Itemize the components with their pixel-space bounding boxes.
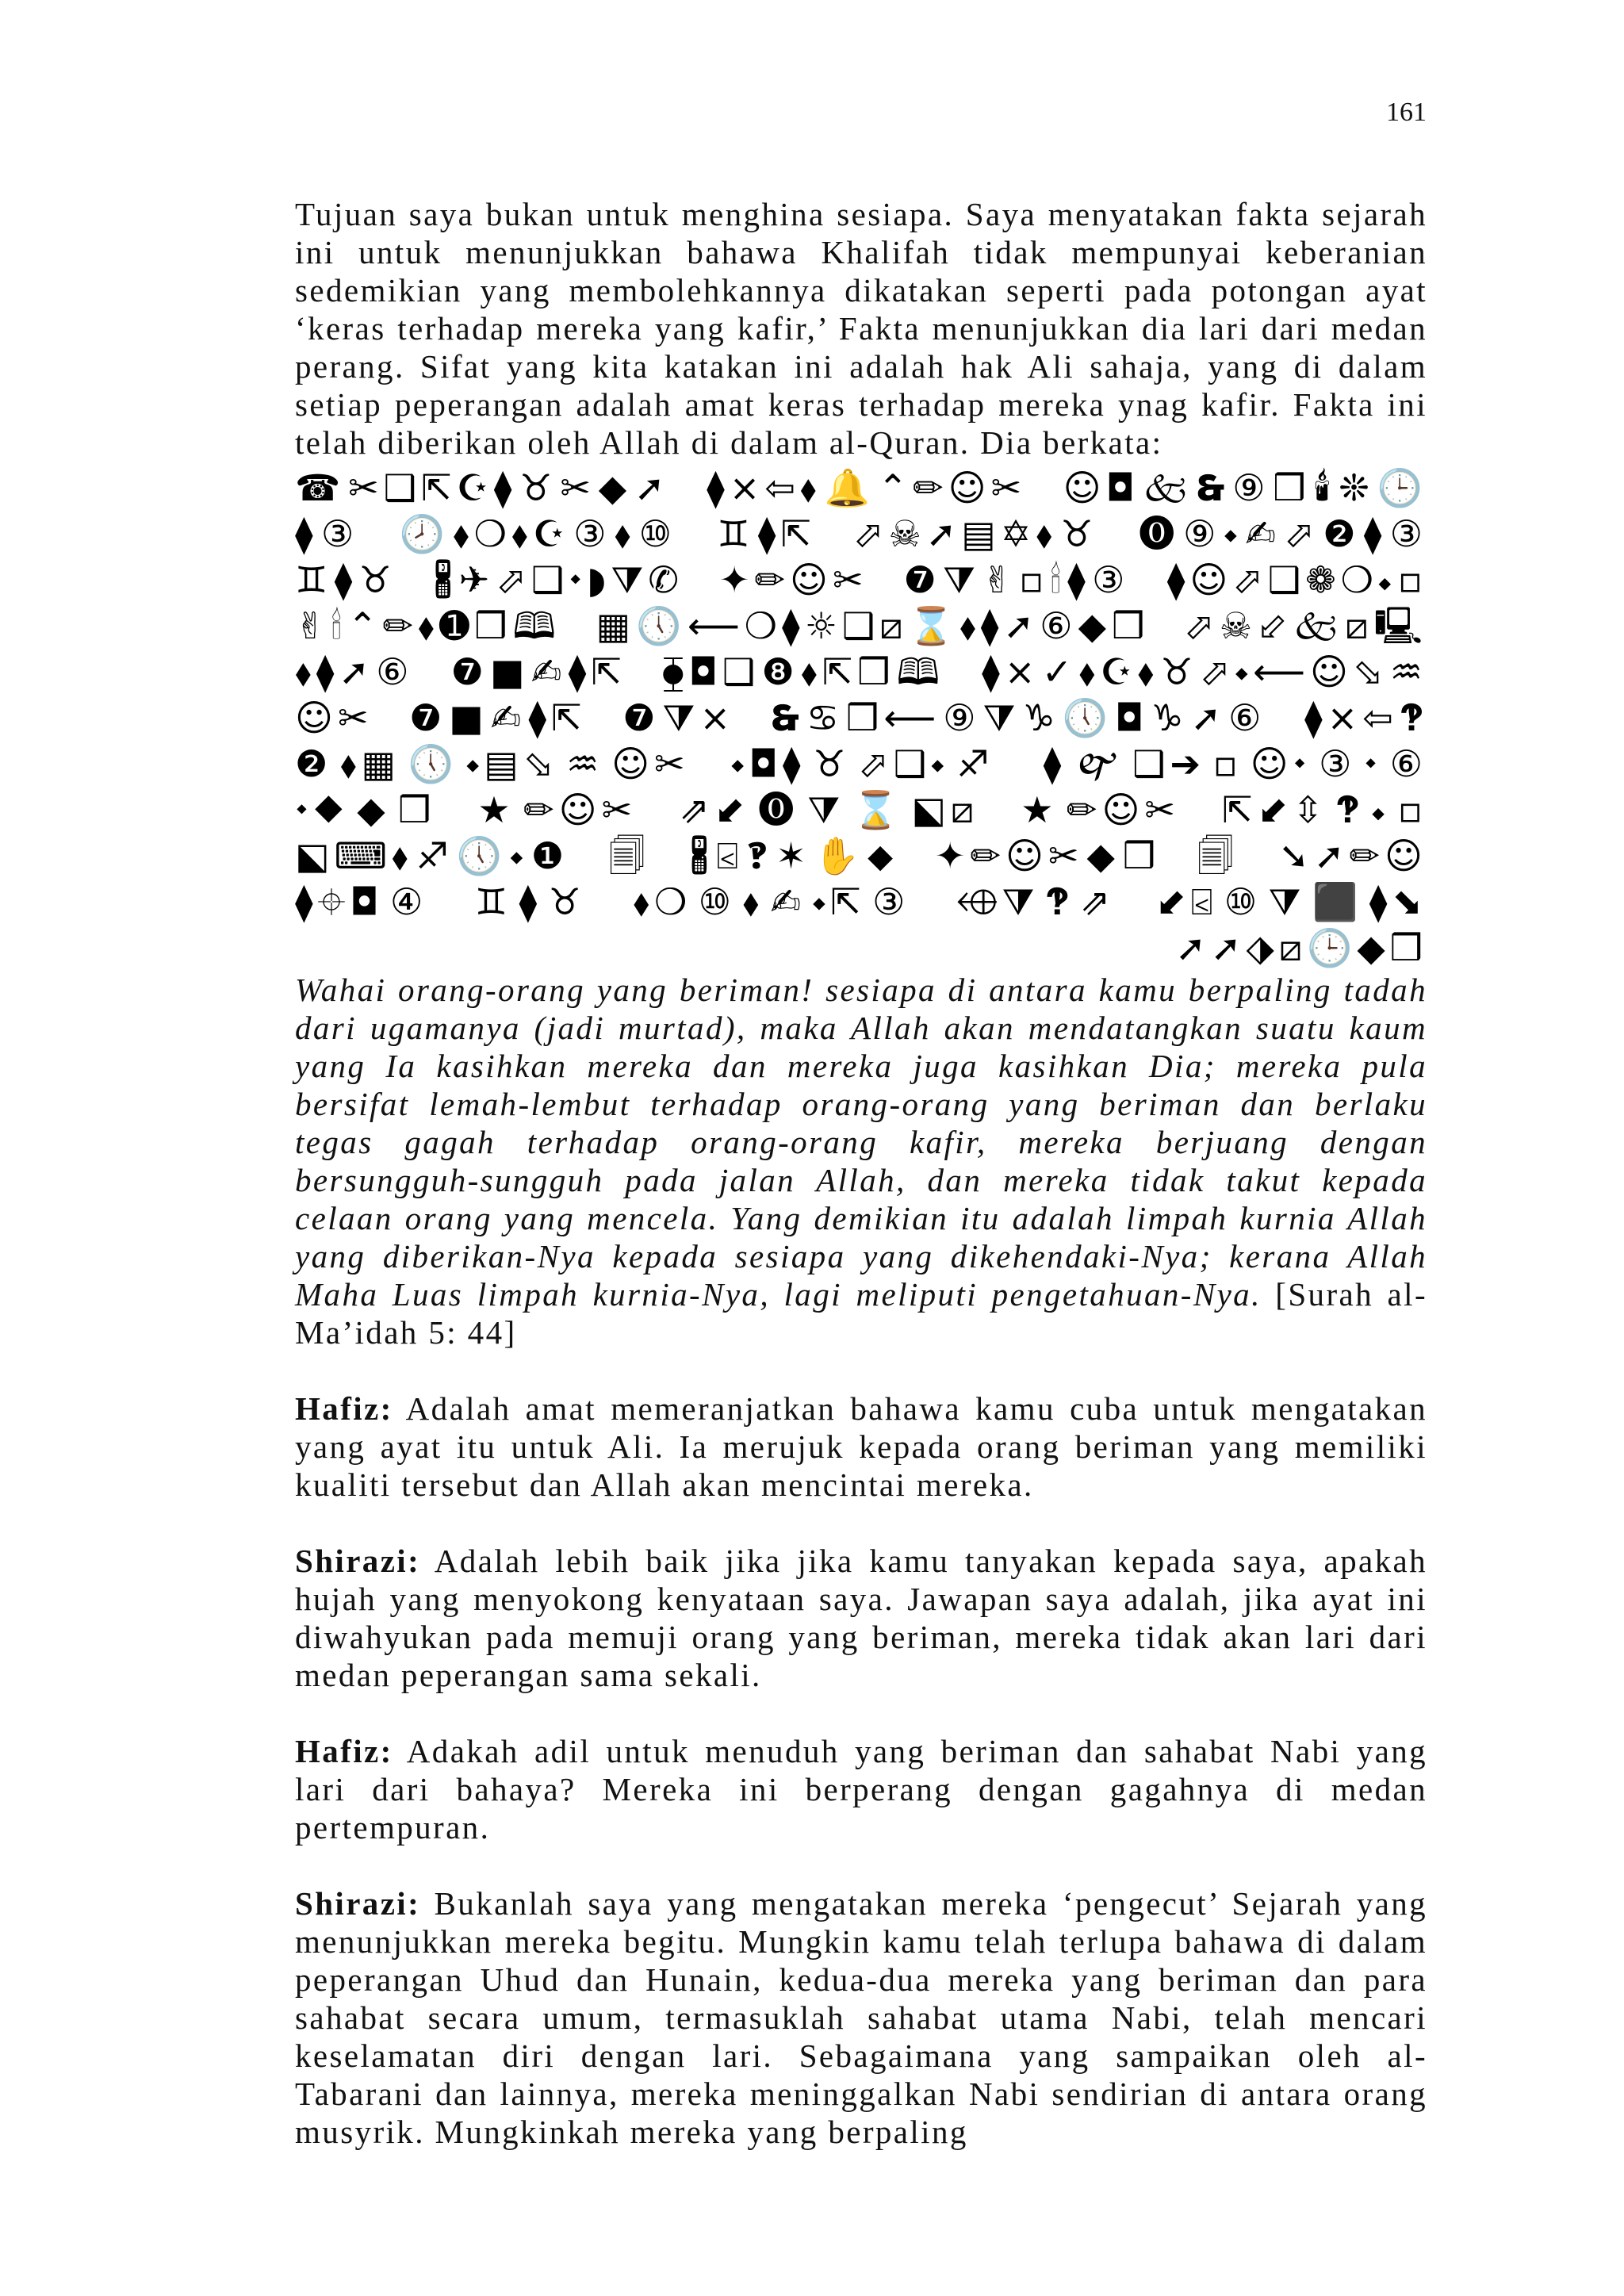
dialogue-paragraph-1 [295, 1389, 1427, 1504]
surah-reference: [Surah al-Ma’idah 5: 44] [295, 1276, 1427, 1351]
dialogue-text: Adalah amat memeranjatkan bahawa kamu cuba untuk mengatakan yang ayat itu untuk Ali. Ia merujuk kepada orang beriman yang memiliki kualiti tersebut dan Allah akan mencintai mereka. [295, 1390, 1427, 1503]
verse-translation [295, 971, 1427, 1351]
speaker-label: Hafiz: [295, 1733, 393, 1769]
page-content [295, 195, 1427, 2151]
dialogue-paragraph-3 [295, 1732, 1427, 1846]
page-number: 161 [1386, 98, 1427, 127]
speaker-label: Shirazi: [295, 1543, 421, 1579]
dialogue-text: Adakah adil untuk menuduh yang beriman dan sahabat Nabi yang lari dari bahaya? Mereka ini berperang dengan gagahnya di medan pertempuran. [295, 1733, 1427, 1846]
dialogue-text: Adalah lebih baik jika jika kamu tanyakan kepada saya, apakah hujah yang menyokong kenyataan saya. Jawapan saya adalah, jika ayat ini diwahyukan pada memuji orang yang beriman, mereka tidak akan lari dari medan peperangan sama sekali. [295, 1543, 1427, 1693]
quranic-verse-symbols: ☎✂❑⇱☪⧫♉✂◆➚ ⧫×⇦⬧🔔⌃✏☺✂ ☺◘🙵🙳⑨❒🕯❊🕒⧫③ 🕗⬧❍⬧☪③⬧⑩ ♊⧫⇱ ⬀☠➚▤✡⬧♉ ⓿⑨⬩✍⬀❷⧫③ ♊⧫♉ 🖁✈⬀❑⬩◗⧩✆ ✦✏☺✂ ❼⧩✌▫🕯⧫③ ⧫☺⬀❑❁❍⬩▫ ✌🕯⌃✏⬧➊❒🕮 ▦🕔⟵❍⧫☼❑⧄⌛⬧⧫➚⑥◆❒ ⬀☠⬃🙵⧄🖳⬧⧫➚⑥ ❼■✍⧫⇱ ⧳◘❑❽⬧⇱❒🕮 ⧫×✓⬧☪⬧♉⬀⬩⟵☺⬂♒☺✂ ❼■✍⧫⇱ ❼⧩× 🙳♋❒⟵⑨⧩♑🕔◘♑➚⑥ ⧫×⇦🙻❷⬧▦🕔⬩▤⬂♒☺✂ ⬩◘⧫♉⬀❑⬩♐ ⧫🙰❑➔▫☺⬩③⬩⑥ ⬩⬥◆❒ ★✏☺✂ ⇗⬋⓿⧩⌛⬕⧄ ★✏☺✂ ⇱⬋⇳🙻⬩▫ ⬕⌨⬧♐🕔⬩❶ 🗐 🖁⍃🙻✶✋⬥ ✦✏☺✂◆❒ 🗐 ➘➚✏☺⧫⌖◘④ ♊⧫♉ ⬧❍⑩⬧✍⬩⇱③ ⬲⧩🙻⇗ ⬋⍃⑩⧩⬛⧫⬊ ➚➚⬗⧄🕒◆❒ [295, 466, 1427, 969]
dialogue-paragraph-4 [295, 1884, 1427, 2151]
translation-text: Wahai orang-orang yang beriman! sesiapa di antara kamu berpaling tadah dari ugamanya (jadi murtad), maka Allah akan mendatangkan suatu kaum yang Ia kasihkan mereka dan mereka juga kasihkan Dia; mereka pula bersifat lemah-lembut terhadap orang-orang yang beriman dan berlaku tegas gagah terhadap orang-orang kafir, mereka berjuang dengan bersungguh-sungguh pada jalan Allah, dan mereka tidak takut kepada celaan orang yang mencela. Yang demikian itu adalah limpah kurnia Allah yang diberikan-Nya kepada sesiapa yang dikehendaki-Nya; kerana Allah Maha Luas limpah kurnia-Nya, lagi meliputi pengetahuan-Nya. [295, 972, 1427, 1313]
dialogue-text: Bukanlah saya yang mengatakan mereka ‘pengecut’ Sejarah yang menunjukkan mereka begitu. Mungkin kamu telah terlupa bahawa di dalam peperangan Uhud dan Hunain, kedua-dua mereka yang beriman dan para sahabat secara umum, termasuklah sahabat utama Nabi, telah mencari keselamatan diri dengan lari. Sebagaimana yang sampaikan oleh al-Tabarani dan lainnya, mereka meninggalkan Nabi sendirian di antara orang musyrik. Mungkinkah mereka yang berpaling [295, 1885, 1427, 2150]
intro-paragraph: Tujuan saya bukan untuk menghina sesiapa. Saya menyatakan fakta sejarah ini untuk menunjukkan bahawa Khalifah tidak mempunyai keberanian sedemikian yang membolehkannya dikatakan seperti pada potongan ayat ‘keras terhadap mereka yang kafir,’ Fakta menunjukkan dia lari dari medan perang. Sifat yang kita katakan ini adalah hak Ali sahaja, yang di dalam setiap peperangan adalah amat keras terhadap mereka ynag kafir. Fakta ini telah diberikan oleh Allah di dalam al-Quran. Dia berkata: [295, 196, 1427, 461]
dialogue-paragraph-2 [295, 1542, 1427, 1694]
speaker-label: Shirazi: [295, 1885, 421, 1922]
speaker-label: Hafiz: [295, 1390, 393, 1427]
